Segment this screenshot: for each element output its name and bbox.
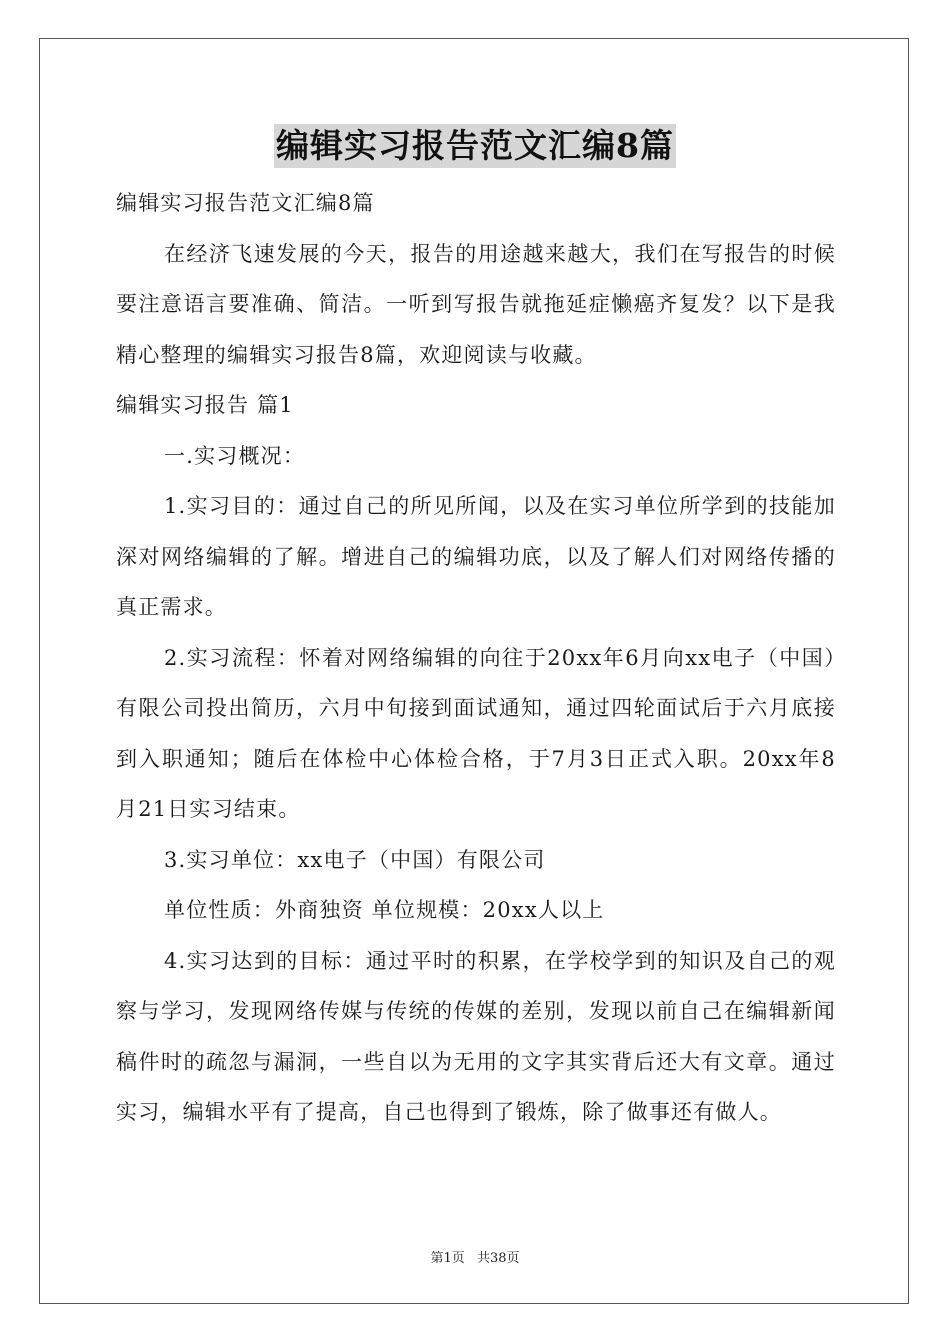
paragraph: 4.实习达到的目标：通过平时的积累，在学校学到的知识及自己的观察与学习，发现网络传媒与传统的传媒的差别，发现以前自己在编辑新闻稿件时的疏忽与漏洞，一些自以为无用的文字其实背后还大有文章。通过实习，编辑水平有了提高，自己也得到了锻炼，除了做事还有做人。 [116, 948, 836, 1124]
page-footer [0, 1247, 950, 1266]
paragraph: 编辑实习报告范文汇编8篇 [116, 191, 375, 215]
page-number: 第1页 [430, 1251, 465, 1266]
paragraph: 单位性质：外商独资 单位规模：20xx人以上 [164, 898, 605, 922]
section-heading: 编辑实习报告 篇1 [116, 393, 294, 417]
document-body [116, 178, 836, 1138]
paragraph: 3.实习单位：xx电子（中国）有限公司 [164, 847, 546, 872]
paragraph: 一.实习概况： [164, 443, 306, 468]
paragraph: 2.实习流程：怀着对网络编辑的向往于20xx年6月向xx电子（中国）有限公司投出简历，六月中旬接到面试通知，通过四轮面试后于六月底接到入职通知；随后在体检中心体检合格，于7月3日正式入职。20xx年8月21日实习结束。 [116, 645, 836, 821]
page-total: 共38页 [476, 1251, 520, 1266]
document-title: 编辑实习报告范文汇编8篇 [274, 124, 676, 168]
paragraph: 在经济飞速发展的今天，报告的用途越来越大，我们在写报告的时候要注意语言要准确、简洁。一听到写报告就拖延症懒癌齐复发？以下是我精心整理的编辑实习报告8篇，欢迎阅读与收藏。 [116, 241, 836, 367]
title-container [0, 124, 950, 168]
paragraph: 1.实习目的：通过自己的所见所闻，以及在实习单位所学到的技能加深对网络编辑的了解。增进自己的编辑功底，以及了解人们对网络传播的真正需求。 [116, 494, 836, 619]
